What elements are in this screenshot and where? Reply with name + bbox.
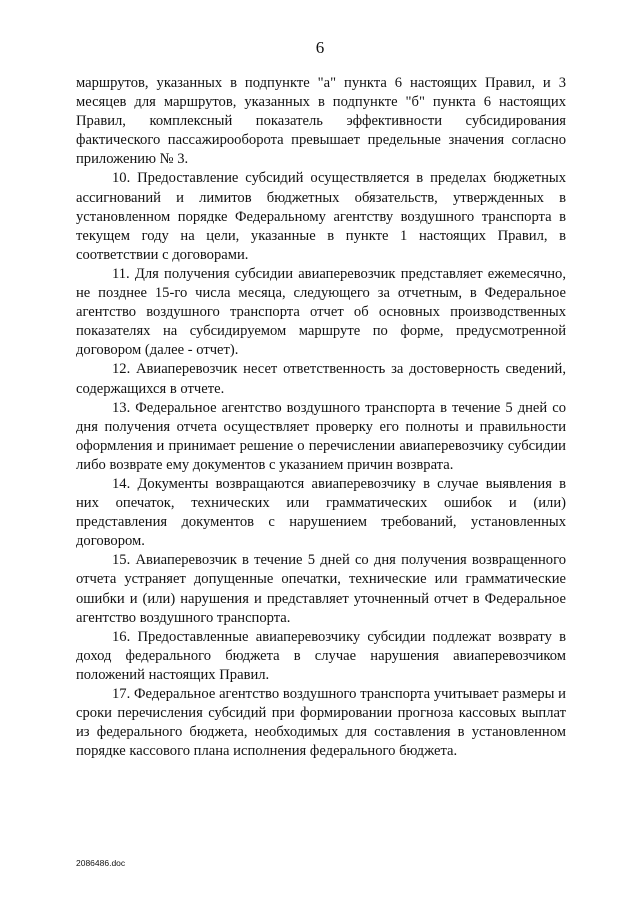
paragraph-11: 11. Для получения субсидии авиаперевозчик представляет ежемесячно, не позднее 15-го числа месяца, следующего за отчетным, в Федеральное агентство воздушного транспорта отчет об основных производственных показателях на субсидируемом маршруте по форме, предусмотренной договором (далее - отчет). xyxy=(76,265,566,359)
file-name-footer: 2086486.doc xyxy=(76,858,126,868)
paragraph-17: 17. Федеральное агентство воздушного транспорта учитывает размеры и сроки перечисления субсидий при формировании прогноза кассовых выплат из федерального бюджета, необходимых для составления в установленном порядке кассового плана исполнения федерального бюджета. xyxy=(76,686,566,760)
paragraph-14: 14. Документы возвращаются авиаперевозчику в случае выявления в них опечаток, технических или грамматических ошибок и (или) представления документов с нарушением требований, установленных договором. xyxy=(76,475,566,550)
paragraph-12: 12. Авиаперевозчик несет ответственность за достоверность сведений, содержащихся в отчете. xyxy=(76,361,566,397)
paragraph-15: 15. Авиаперевозчик в течение 5 дней со дня получения возвращенного отчета устраняет допущенные опечатки, технические или грамматические ошибки и (или) нарушения и представляет уточненный отчет в Федеральное агентство воздушного транспорта. xyxy=(76,552,566,626)
paragraph-continuation: маршрутов, указанных в подпункте "а" пункта 6 настоящих Правил, и 3 месяцев для маршрутов, указанных в подпункте "б" пункта 6 настоящих Правил, комплексный показатель эффективности субсидирования фактического пассажирооборота превышает предельные значения согласно приложению № 3. xyxy=(76,75,566,168)
page-number: 6 xyxy=(315,38,325,57)
paragraph-13: 13. Федеральное агентство воздушного транспорта в течение 5 дней со дня получения отчета осуществляет проверку его полноты и правильности оформления и принимает решение о перечислении авиаперевозчику субсидии либо возврате ему документов с указанием причин возврата. xyxy=(76,399,566,473)
document-body xyxy=(76,74,566,761)
paragraph-10: 10. Предоставление субсидий осуществляется в пределах бюджетных ассигнований и лимитов бюджетных обязательств, утвержденных в установленном порядке Федеральному агентству воздушного транспорта в текущем году на цели, указанные в пункте 1 настоящих Правил, в соответствии с договорами. xyxy=(76,170,566,263)
paragraph-16: 16. Предоставленные авиаперевозчику субсидии подлежат возврату в доход федерального бюджета в случае нарушения авиаперевозчиком положений настоящих Правил. xyxy=(76,628,566,683)
